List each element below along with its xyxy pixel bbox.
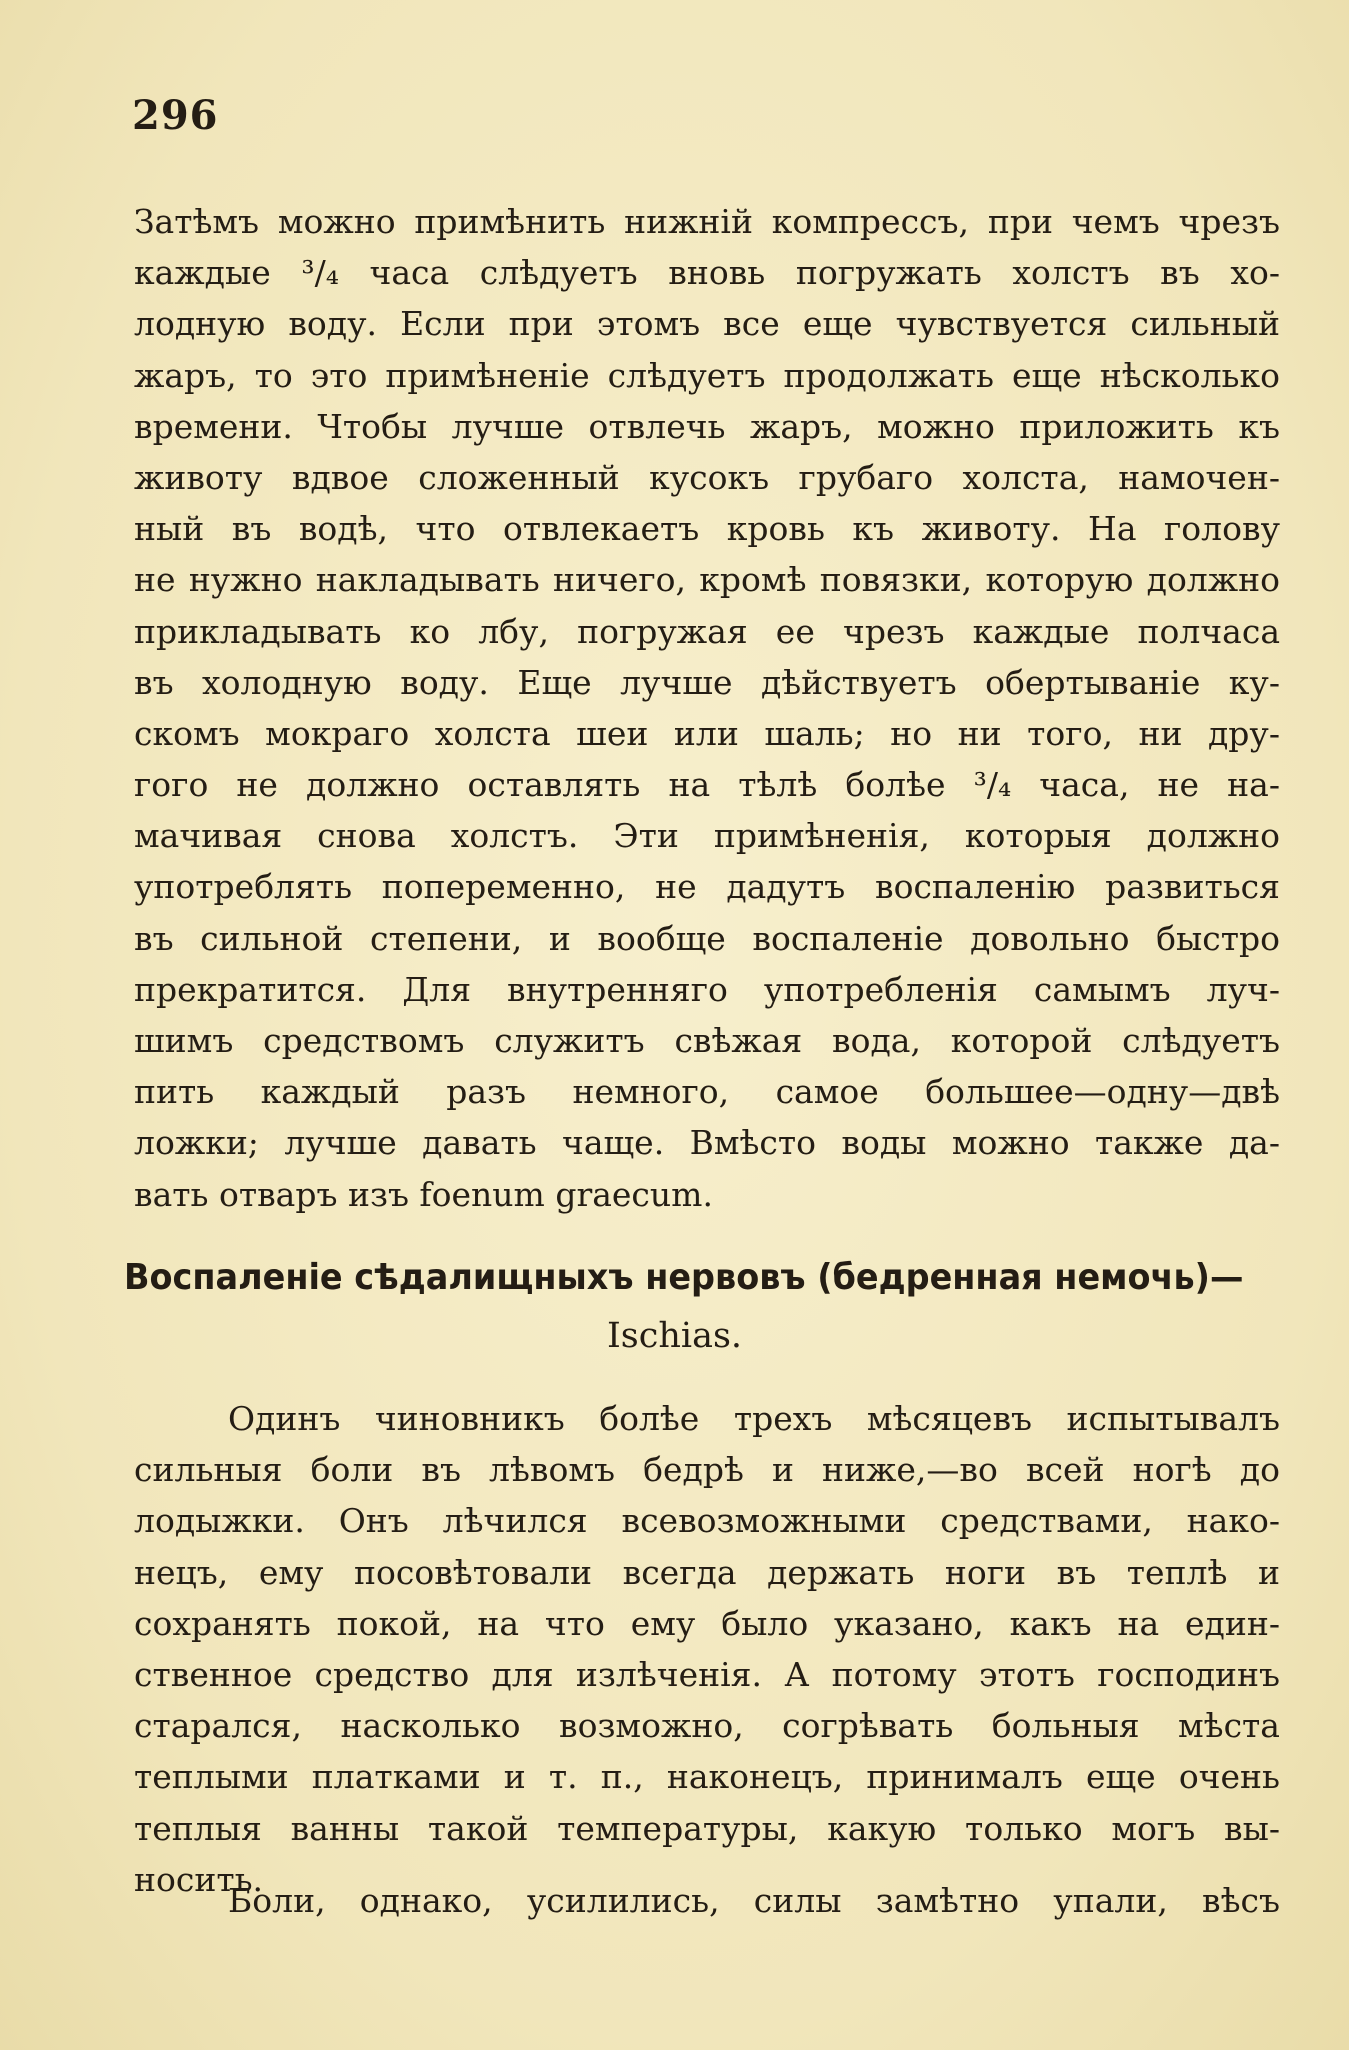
- text-line: употреблять попеременно, не дадутъ воспаленію развиться: [134, 867, 1280, 907]
- text-line: ственное средство для излѣченія. А потому этотъ господинъ: [134, 1654, 1280, 1694]
- text-line: гого не должно оставлять на тѣлѣ болѣе ³/₄ часа, не на-: [134, 765, 1280, 805]
- text-line: каждые ³/₄ часа слѣдуетъ вновь погружать холстъ въ хо-: [134, 253, 1280, 293]
- text-line: лодную воду. Если при этомъ все еще чувствуется сильный: [134, 304, 1280, 344]
- text-line: прикладывать ко лбу, погружая ее чрезъ каждые полчаса: [134, 611, 1280, 651]
- text-line: старался, насколько возможно, согрѣвать больныя мѣста: [134, 1706, 1280, 1746]
- text-line: вать отваръ изъ foenum graecum.: [134, 1174, 713, 1214]
- page-number: 296: [132, 92, 219, 139]
- text-line: ный въ водѣ, что отвлекаетъ кровь къ животу. На голову: [134, 509, 1280, 549]
- text-line: Затѣмъ можно примѣнить нижній компрессъ, при чемъ чрезъ: [134, 202, 1280, 241]
- text-line: носить.: [134, 1859, 264, 1899]
- text-line: пить каждый разъ немного, самое большее—одну—двѣ: [134, 1072, 1280, 1112]
- paragraph-1: [134, 196, 1280, 1220]
- text-line: Боли, однако, усилились, силы замѣтно упали, вѣсъ: [228, 1881, 1280, 1920]
- text-line: нецъ, ему посовѣтовали всегда держать ноги въ теплѣ и: [134, 1552, 1280, 1592]
- text-line: прекратится. Для внутренняго употребленія самымъ луч-: [134, 969, 1280, 1009]
- text-line: не нужно накладывать ничего, кромѣ повязки, которую должно: [134, 560, 1280, 600]
- paragraph-3: [134, 1875, 1280, 1926]
- text-line: Одинъ чиновникъ болѣе трехъ мѣсяцевъ испытывалъ: [228, 1399, 1280, 1438]
- text-line: лодыжки. Онъ лѣчился всевозможными средствами, нако-: [134, 1501, 1280, 1541]
- text-line: въ холодную воду. Еще лучше дѣйствуетъ обертываніе ку-: [134, 662, 1280, 702]
- paragraph-2: [134, 1393, 1280, 1905]
- text-line: мачивая снова холстъ. Эти примѣненія, которыя должно: [134, 816, 1280, 856]
- text-line: сохранять покой, на что ему было указано, какъ на един-: [134, 1603, 1280, 1643]
- text-line: шимъ средствомъ служитъ свѣжая вода, которой слѣдуетъ: [134, 1021, 1280, 1060]
- text-line: въ сильной степени, и вообще воспаленіе довольно быстро: [134, 918, 1280, 958]
- text-line: животу вдвое сложенный кусокъ грубаго холста, намочен-: [134, 457, 1280, 497]
- text-line: жаръ, то это примѣненіе слѣдуетъ продолжать еще нѣсколько: [134, 355, 1280, 395]
- text-line: ложки; лучше давать чаще. Вмѣсто воды можно также да-: [134, 1123, 1280, 1163]
- section-heading-latin: Ischias.: [606, 1316, 743, 1356]
- text-line: скомъ мокраго холста шеи или шаль; но ни того, ни дру-: [134, 713, 1280, 753]
- text-line: теплыми платками и т. п., наконецъ, принималъ еще очень: [134, 1757, 1280, 1797]
- text-line: времени. Чтобы лучше отвлечь жаръ, можно приложить къ: [134, 406, 1280, 446]
- section-heading: Воспаленіе сѣдалищныхъ нервовъ (бедренная немочь)—: [124, 1257, 1244, 1298]
- text-line: теплыя ванны такой температуры, какую только могъ вы-: [134, 1808, 1280, 1848]
- text-line: сильныя боли въ лѣвомъ бедрѣ и ниже,—во всей ногѣ до: [134, 1450, 1280, 1490]
